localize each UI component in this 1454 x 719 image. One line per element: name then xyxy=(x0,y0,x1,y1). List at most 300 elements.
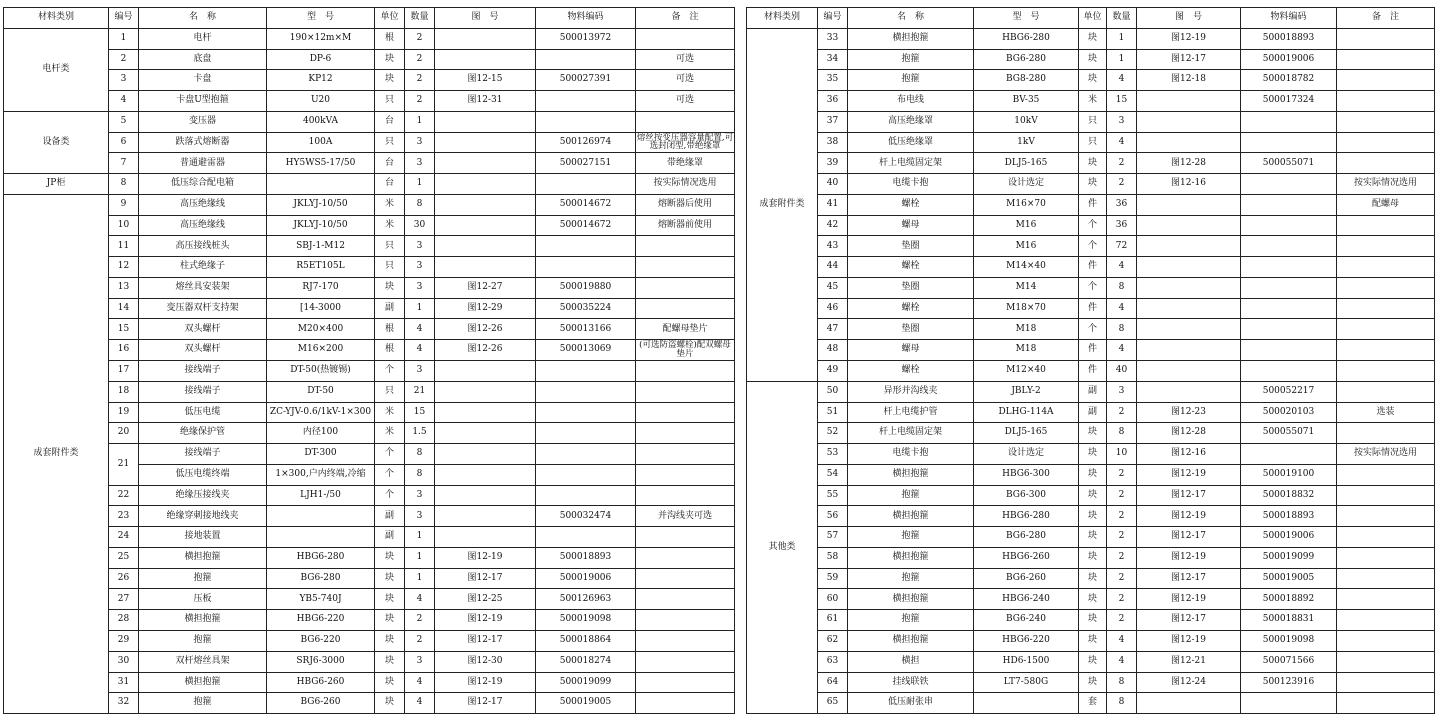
item-note xyxy=(1337,28,1435,49)
item-note xyxy=(1337,527,1435,548)
item-model: LT7-580G xyxy=(974,672,1079,693)
item-unit: 块 xyxy=(1079,506,1107,527)
table-row xyxy=(4,547,735,568)
item-note xyxy=(1337,277,1435,298)
item-quantity: 1 xyxy=(405,547,435,568)
item-number: 36 xyxy=(818,91,848,112)
header-category: 材料类别 xyxy=(4,8,109,29)
item-code xyxy=(536,49,636,70)
table-row xyxy=(747,506,1435,527)
item-unit: 块 xyxy=(1079,28,1107,49)
item-code: 500018274 xyxy=(536,651,636,672)
item-figure: 图12-17 xyxy=(1137,568,1241,589)
item-number: 58 xyxy=(818,547,848,568)
item-note xyxy=(636,423,735,444)
table-row xyxy=(4,693,735,714)
item-figure: 图12-19 xyxy=(1137,547,1241,568)
item-figure: 图12-26 xyxy=(435,340,536,361)
item-model: BG6-260 xyxy=(974,568,1079,589)
item-name: 低压综合配电箱 xyxy=(139,174,267,195)
item-code: 500019006 xyxy=(536,568,636,589)
item-unit: 只 xyxy=(1079,132,1107,153)
item-figure xyxy=(1137,340,1241,361)
item-note xyxy=(636,485,735,506)
table-row xyxy=(4,194,735,215)
item-model: JKLYJ-10/50 xyxy=(267,194,375,215)
item-name: 接地装置 xyxy=(139,527,267,548)
table-row xyxy=(4,215,735,236)
item-name: 双头螺杆 xyxy=(139,319,267,340)
item-quantity: 2 xyxy=(405,630,435,651)
item-quantity: 4 xyxy=(1107,340,1137,361)
materials-table-left xyxy=(3,7,735,714)
materials-table-right xyxy=(746,7,1435,714)
item-figure xyxy=(1137,215,1241,236)
item-model xyxy=(974,693,1079,714)
table-row xyxy=(747,132,1435,153)
item-note xyxy=(636,527,735,548)
table-row xyxy=(4,651,735,672)
item-code xyxy=(1241,361,1337,382)
item-figure xyxy=(1137,361,1241,382)
item-unit: 件 xyxy=(1079,361,1107,382)
table-row xyxy=(4,361,735,382)
item-model: DT-50(热镀锡) xyxy=(267,361,375,382)
category-cell: 成套附件类 xyxy=(4,194,109,713)
table-row xyxy=(747,319,1435,340)
table-row xyxy=(747,527,1435,548)
item-unit: 副 xyxy=(375,506,405,527)
table-row xyxy=(747,340,1435,361)
item-number: 7 xyxy=(109,153,139,174)
item-note xyxy=(1337,111,1435,132)
item-model: M20×400 xyxy=(267,319,375,340)
item-code xyxy=(536,381,636,402)
item-name: 变压器 xyxy=(139,111,267,132)
table-row xyxy=(747,91,1435,112)
item-unit: 件 xyxy=(1079,257,1107,278)
item-number: 4 xyxy=(109,91,139,112)
item-unit: 块 xyxy=(375,610,405,631)
item-figure: 图12-17 xyxy=(1137,49,1241,70)
item-unit: 个 xyxy=(375,485,405,506)
item-number: 54 xyxy=(818,464,848,485)
item-number: 31 xyxy=(109,672,139,693)
item-name: 抱箍 xyxy=(848,610,974,631)
item-number: 1 xyxy=(109,28,139,49)
item-unit: 块 xyxy=(375,651,405,672)
item-code xyxy=(1241,298,1337,319)
item-number: 44 xyxy=(818,257,848,278)
item-unit: 个 xyxy=(1079,236,1107,257)
item-figure xyxy=(1137,319,1241,340)
item-figure xyxy=(1137,236,1241,257)
item-quantity: 4 xyxy=(1107,257,1137,278)
item-model: DT-50 xyxy=(267,381,375,402)
item-note xyxy=(1337,257,1435,278)
item-code xyxy=(1241,277,1337,298)
table-row xyxy=(747,672,1435,693)
item-figure: 图12-27 xyxy=(435,277,536,298)
item-note xyxy=(636,236,735,257)
category-cell: 成套附件类 xyxy=(747,28,818,381)
item-figure: 图12-16 xyxy=(1137,174,1241,195)
table-row xyxy=(747,28,1435,49)
item-unit: 块 xyxy=(375,589,405,610)
item-figure: 图12-19 xyxy=(435,672,536,693)
table-row xyxy=(747,153,1435,174)
item-quantity: 3 xyxy=(405,651,435,672)
item-code: 500013069 xyxy=(536,340,636,361)
item-figure xyxy=(1137,298,1241,319)
item-figure: 图12-28 xyxy=(1137,153,1241,174)
table-row xyxy=(4,423,735,444)
item-model: [14-3000 xyxy=(267,298,375,319)
item-model: BG8-280 xyxy=(974,70,1079,91)
item-code: 500019099 xyxy=(1241,547,1337,568)
item-number: 17 xyxy=(109,361,139,382)
item-quantity: 4 xyxy=(1107,651,1137,672)
table-row xyxy=(747,568,1435,589)
item-model: HBG6-220 xyxy=(267,610,375,631)
item-number: 29 xyxy=(109,630,139,651)
item-model: 10kV xyxy=(974,111,1079,132)
item-quantity: 1 xyxy=(405,298,435,319)
item-model: HBG6-280 xyxy=(974,28,1079,49)
item-code xyxy=(536,402,636,423)
item-name: 低压绝缘罩 xyxy=(848,132,974,153)
item-quantity: 2 xyxy=(1107,485,1137,506)
item-name: 横担抱箍 xyxy=(139,610,267,631)
item-note xyxy=(1337,153,1435,174)
item-number: 48 xyxy=(818,340,848,361)
item-model: HBG6-220 xyxy=(974,630,1079,651)
item-note xyxy=(1337,547,1435,568)
item-model: LJH1-/50 xyxy=(267,485,375,506)
table-row xyxy=(4,381,735,402)
item-name: 杆上电缆固定架 xyxy=(848,153,974,174)
item-code: 500123916 xyxy=(1241,672,1337,693)
item-unit: 块 xyxy=(375,630,405,651)
item-model: 设计选定 xyxy=(974,174,1079,195)
item-name: 跌落式熔断器 xyxy=(139,132,267,153)
item-model: BG6-280 xyxy=(974,527,1079,548)
table-row xyxy=(747,49,1435,70)
item-figure xyxy=(1137,277,1241,298)
item-code xyxy=(1241,174,1337,195)
item-name: 卡盘U型抱箍 xyxy=(139,91,267,112)
item-quantity: 3 xyxy=(405,485,435,506)
item-code: 500014672 xyxy=(536,215,636,236)
item-number: 12 xyxy=(109,257,139,278)
item-code: 500035224 xyxy=(536,298,636,319)
category-cell: 其他类 xyxy=(747,381,818,713)
item-unit: 块 xyxy=(1079,568,1107,589)
table-row xyxy=(747,361,1435,382)
item-number: 61 xyxy=(818,610,848,631)
item-number: 30 xyxy=(109,651,139,672)
item-name: 横担 xyxy=(848,651,974,672)
item-name: 接线端子 xyxy=(139,444,267,465)
table-row xyxy=(4,28,735,49)
table-row xyxy=(747,444,1435,465)
item-quantity: 2 xyxy=(1107,527,1137,548)
item-model: DT-300 xyxy=(267,444,375,465)
item-number: 25 xyxy=(109,547,139,568)
item-number: 59 xyxy=(818,568,848,589)
item-note xyxy=(1337,568,1435,589)
item-name: 双头螺杆 xyxy=(139,340,267,361)
item-name: 螺栓 xyxy=(848,194,974,215)
item-code xyxy=(1241,236,1337,257)
item-model: BG6-300 xyxy=(974,485,1079,506)
item-quantity: 3 xyxy=(405,132,435,153)
item-figure xyxy=(435,49,536,70)
item-code: 500018782 xyxy=(1241,70,1337,91)
table-row xyxy=(4,91,735,112)
item-note: 可选 xyxy=(636,70,735,91)
item-quantity: 2 xyxy=(1107,402,1137,423)
item-model: M16×200 xyxy=(267,340,375,361)
item-quantity: 30 xyxy=(405,215,435,236)
item-quantity: 2 xyxy=(1107,610,1137,631)
item-figure xyxy=(435,28,536,49)
item-note: 选装 xyxy=(1337,402,1435,423)
item-number: 27 xyxy=(109,589,139,610)
item-unit: 块 xyxy=(1079,485,1107,506)
item-figure: 图12-19 xyxy=(1137,630,1241,651)
item-name: 抱箍 xyxy=(848,568,974,589)
item-code xyxy=(1241,215,1337,236)
item-number: 51 xyxy=(818,402,848,423)
item-name: 布电线 xyxy=(848,91,974,112)
item-model: 400kVA xyxy=(267,111,375,132)
item-note xyxy=(1337,361,1435,382)
item-code: 500019006 xyxy=(1241,49,1337,70)
item-quantity: 1 xyxy=(405,527,435,548)
item-quantity: 3 xyxy=(1107,111,1137,132)
item-code xyxy=(536,257,636,278)
item-number: 3 xyxy=(109,70,139,91)
item-code: 500019005 xyxy=(536,693,636,714)
item-unit: 块 xyxy=(1079,589,1107,610)
item-figure: 图12-16 xyxy=(1137,444,1241,465)
item-number: 53 xyxy=(818,444,848,465)
item-code: 500055071 xyxy=(1241,423,1337,444)
item-model: SBJ-1-M12 xyxy=(267,236,375,257)
item-note xyxy=(636,111,735,132)
item-note: 按实际情况选用 xyxy=(636,174,735,195)
item-figure xyxy=(435,236,536,257)
item-name: 抱箍 xyxy=(139,568,267,589)
header-category: 材料类别 xyxy=(747,8,818,29)
item-number: 41 xyxy=(818,194,848,215)
item-unit: 件 xyxy=(1079,298,1107,319)
item-note: 带绝缘罩 xyxy=(636,153,735,174)
item-code: 500020103 xyxy=(1241,402,1337,423)
item-note xyxy=(1337,485,1435,506)
item-note xyxy=(636,672,735,693)
item-figure: 图12-17 xyxy=(435,693,536,714)
item-figure: 图12-18 xyxy=(1137,70,1241,91)
item-quantity: 72 xyxy=(1107,236,1137,257)
item-quantity: 3 xyxy=(405,257,435,278)
table-row xyxy=(747,423,1435,444)
table-row xyxy=(4,132,735,153)
item-model: JBLY-2 xyxy=(974,381,1079,402)
table-row xyxy=(747,464,1435,485)
item-note xyxy=(636,630,735,651)
item-number: 64 xyxy=(818,672,848,693)
item-number: 23 xyxy=(109,506,139,527)
item-number: 32 xyxy=(109,693,139,714)
header-model: 型 号 xyxy=(267,8,375,29)
item-unit: 个 xyxy=(375,361,405,382)
item-note xyxy=(1337,381,1435,402)
item-model: KP12 xyxy=(267,70,375,91)
item-model: BG6-260 xyxy=(267,693,375,714)
item-model xyxy=(267,527,375,548)
item-note xyxy=(636,693,735,714)
item-name: 普通避雷器 xyxy=(139,153,267,174)
item-figure: 图12-19 xyxy=(1137,464,1241,485)
item-model: RJ7-170 xyxy=(267,277,375,298)
item-note xyxy=(636,547,735,568)
item-note xyxy=(1337,589,1435,610)
item-note xyxy=(636,610,735,631)
item-name: 熔丝具安装架 xyxy=(139,277,267,298)
table-row xyxy=(4,568,735,589)
item-model: SRJ6-3000 xyxy=(267,651,375,672)
item-code: 500019100 xyxy=(1241,464,1337,485)
table-row xyxy=(4,257,735,278)
item-quantity: 3 xyxy=(405,506,435,527)
item-model: HBG6-280 xyxy=(267,547,375,568)
item-note: 可选 xyxy=(636,49,735,70)
item-code: 500019005 xyxy=(1241,568,1337,589)
item-quantity: 4 xyxy=(405,319,435,340)
item-unit: 块 xyxy=(1079,423,1107,444)
header-name: 名 称 xyxy=(139,8,267,29)
item-figure xyxy=(1137,111,1241,132)
item-unit: 块 xyxy=(1079,610,1107,631)
item-unit: 个 xyxy=(375,464,405,485)
item-number: 37 xyxy=(818,111,848,132)
item-model: HBG6-300 xyxy=(974,464,1079,485)
item-name: 横担抱箍 xyxy=(139,672,267,693)
item-name: 抱箍 xyxy=(848,485,974,506)
table-row xyxy=(747,651,1435,672)
item-quantity: 3 xyxy=(405,236,435,257)
item-name: 低压电缆终端 xyxy=(139,464,267,485)
item-model: M16×70 xyxy=(974,194,1079,215)
item-unit: 副 xyxy=(1079,402,1107,423)
item-name: 垫圈 xyxy=(848,236,974,257)
item-quantity: 3 xyxy=(1107,381,1137,402)
item-name: 螺栓 xyxy=(848,361,974,382)
item-figure: 图12-17 xyxy=(1137,527,1241,548)
item-quantity: 8 xyxy=(405,194,435,215)
item-model: M12×40 xyxy=(974,361,1079,382)
item-number: 34 xyxy=(818,49,848,70)
header-figure: 图 号 xyxy=(1137,8,1241,29)
table-row xyxy=(4,340,735,361)
item-model: DLJ5-165 xyxy=(974,153,1079,174)
item-figure xyxy=(435,381,536,402)
item-name: 垫圈 xyxy=(848,277,974,298)
table-row xyxy=(747,610,1435,631)
category-cell: 设备类 xyxy=(4,111,109,173)
item-name: 柱式绝缘子 xyxy=(139,257,267,278)
item-model: HBG6-260 xyxy=(267,672,375,693)
item-figure: 图12-21 xyxy=(1137,651,1241,672)
item-number: 33 xyxy=(818,28,848,49)
item-quantity: 4 xyxy=(405,589,435,610)
item-number: 60 xyxy=(818,589,848,610)
item-unit: 台 xyxy=(375,111,405,132)
item-code: 500027391 xyxy=(536,70,636,91)
table-row xyxy=(4,444,735,465)
item-figure: 图12-19 xyxy=(435,547,536,568)
item-model: HY5WS5-17/50 xyxy=(267,153,375,174)
item-name: 双杆熔丝具架 xyxy=(139,651,267,672)
item-name: 接线端子 xyxy=(139,381,267,402)
item-name: 螺栓 xyxy=(848,257,974,278)
table-row xyxy=(747,194,1435,215)
item-figure: 图12-19 xyxy=(1137,506,1241,527)
table-row xyxy=(4,153,735,174)
item-model: BG6-240 xyxy=(974,610,1079,631)
table-row xyxy=(747,111,1435,132)
item-number: 47 xyxy=(818,319,848,340)
item-number: 62 xyxy=(818,630,848,651)
item-model: M18 xyxy=(974,340,1079,361)
item-quantity: 4 xyxy=(1107,132,1137,153)
item-name: 电杆 xyxy=(139,28,267,49)
item-figure: 图12-19 xyxy=(1137,589,1241,610)
item-figure xyxy=(1137,693,1241,714)
item-model: BG6-280 xyxy=(974,49,1079,70)
item-figure: 图12-30 xyxy=(435,651,536,672)
item-note: 配螺母 xyxy=(1337,194,1435,215)
table-row xyxy=(747,589,1435,610)
item-quantity: 3 xyxy=(405,153,435,174)
item-model: M18×70 xyxy=(974,298,1079,319)
item-code: 500018831 xyxy=(1241,610,1337,631)
item-name: 绝缘压接线夹 xyxy=(139,485,267,506)
item-name: 电缆卡抱 xyxy=(848,444,974,465)
item-note xyxy=(1337,70,1435,91)
item-quantity: 2 xyxy=(1107,506,1137,527)
item-figure: 图12-17 xyxy=(435,568,536,589)
item-number: 21 xyxy=(109,444,139,486)
item-code xyxy=(1241,111,1337,132)
item-quantity: 8 xyxy=(1107,277,1137,298)
item-number: 52 xyxy=(818,423,848,444)
item-code: 500013166 xyxy=(536,319,636,340)
item-number: 22 xyxy=(109,485,139,506)
item-figure xyxy=(435,153,536,174)
item-number: 65 xyxy=(818,693,848,714)
item-quantity: 2 xyxy=(405,70,435,91)
item-model: HBG6-260 xyxy=(974,547,1079,568)
item-code: 500014672 xyxy=(536,194,636,215)
item-number: 24 xyxy=(109,527,139,548)
item-unit: 个 xyxy=(1079,215,1107,236)
item-quantity: 3 xyxy=(405,361,435,382)
item-name: 螺母 xyxy=(848,215,974,236)
table-header-row xyxy=(747,8,1435,29)
